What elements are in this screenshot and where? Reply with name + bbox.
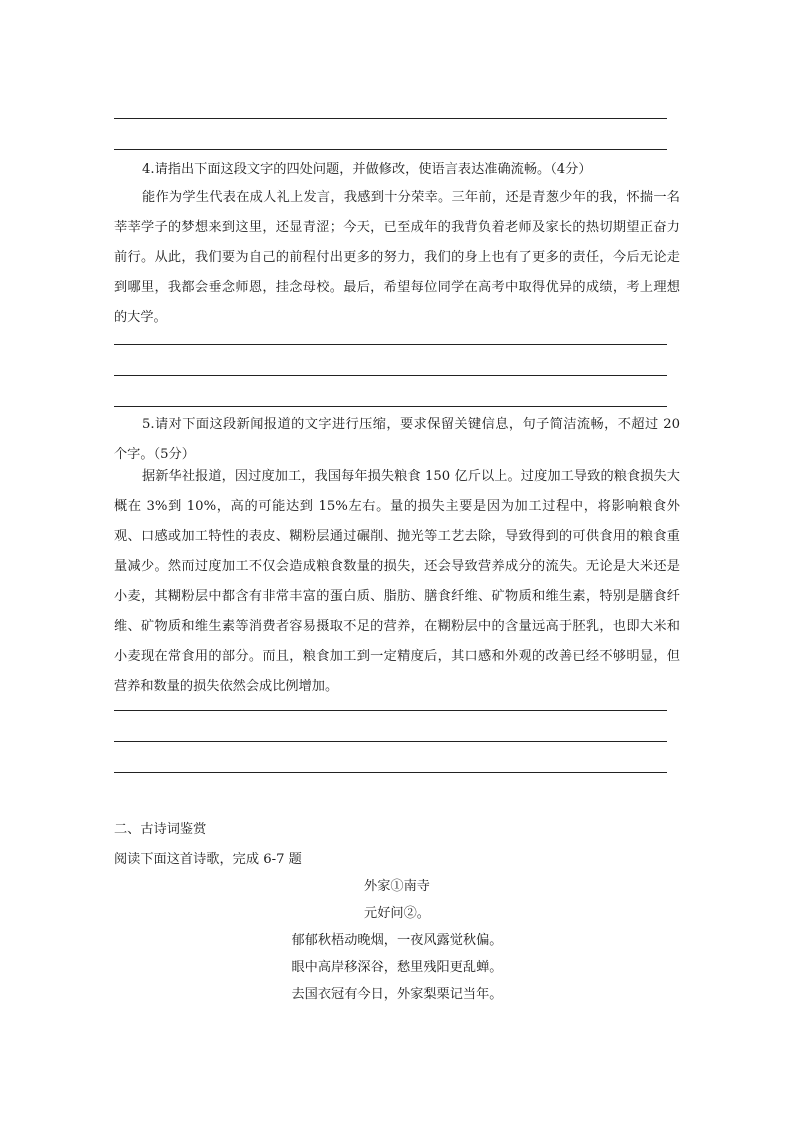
answer-line xyxy=(114,406,667,407)
section-heading: 二、古诗词鉴赏 xyxy=(114,822,207,837)
answer-line xyxy=(114,710,667,711)
section-instruction: 阅读下面这首诗歌，完成 6-7 题 xyxy=(114,852,302,867)
answer-line xyxy=(114,741,667,742)
poem-line: 郁郁秋梧动晚烟，一夜风露觉秋偏。 xyxy=(291,933,503,948)
answer-line xyxy=(114,149,667,150)
question-5-prompt: 5.请对下面这段新闻报道的文字进行压缩，要求保留关键信息，句子简洁流畅，不超过 20 个字。（5分） xyxy=(114,417,680,462)
answer-line xyxy=(114,344,667,345)
poem-line: 眼中高岸移深谷，愁里残阳更乱蝉。 xyxy=(291,960,503,975)
question-4-prompt: 4.请指出下面这段文字的四处问题，并做修改，使语言表达准确流畅。（4分） xyxy=(142,162,592,177)
poem-author: 元好问②。 xyxy=(364,906,430,921)
answer-line xyxy=(114,118,667,119)
question-5-passage: 据新华社报道，因过度加工，我国每年损失粮食 150 亿斤以上。过度加工导致的粮食损失大概在 3%到 10%，高的可能达到 15%左右。量的损失主要是因为加工过程中，将影响粮食外观、口感或加工特性的表皮、糊粉层通过碾削、抛光等工艺去除，导致得到的可供食用的粮食重量减少。然而过度加工不仅会造成粮食数量的损失，还会导致营养成分的流失。无论是大米还是小麦，其糊粉层中都含有非常丰富的蛋白质、脂肪、膳食纤维、矿物质和维生素，特别是膳食纤维、矿物质和维生素等消费者容易摄取不足的营养，在糊粉层中的含量远高于胚乳，也即大米和小麦现在常食用的部分。而且，粮食加工到一定精度后，其口感和外观的改善已经不够明显，但营养和数量的损失依然会成比例增加。 xyxy=(114,469,680,694)
answer-line xyxy=(114,772,667,773)
poem-title: 外家①南寺 xyxy=(364,879,430,894)
answer-line xyxy=(114,375,667,376)
poem-line: 去国衣冠有今日，外家梨栗记当年。 xyxy=(291,987,503,1002)
question-4-passage: 能作为学生代表在成人礼上发言，我感到十分荣幸。三年前，还是青葱少年的我，怀揣一名莘莘学子的梦想来到这里，还显青涩；今天，已至成年的我背负着老师及家长的热切期望正奋力前行。从此，我们要为自己的前程付出更多的努力，我们的身上也有了更多的责任，今后无论走到哪里，我都会垂念师恩，挂念母校。最后，希望每位同学在高考中取得优异的成绩，考上理想的大学。 xyxy=(114,190,680,325)
